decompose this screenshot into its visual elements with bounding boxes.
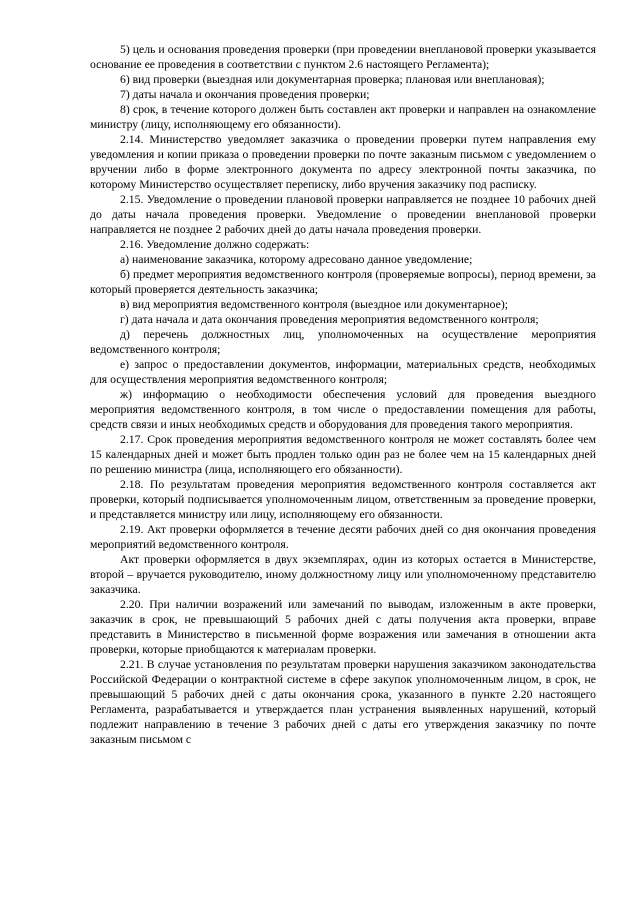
paragraph-2-18: 2.18. По результатам проведения мероприятия ведомственного контроля составляется акт проверки, который подписывается уполномоченным лицом, ответственным за проведение проверки, и представляется министру или лицу, исполняющему его обязанности. — [90, 478, 596, 521]
paragraph-2-16: 2.16. Уведомление должно содержать: — [120, 238, 310, 251]
paragraph-2-19: 2.19. Акт проверки оформляется в течение десяти рабочих дней со дня окончания проведения мероприятий ведомственного контроля. — [90, 523, 596, 551]
paragraph-item-e: е) запрос о предоставлении документов, информации, материальных средств, необходимых для осуществления мероприятия ведомственного контроля; — [90, 358, 596, 386]
paragraph-item-6: 6) вид проверки (выездная или документарная проверка; плановая или внеплановая); — [120, 73, 545, 86]
paragraph-item-5: 5) цель и основания проведения проверки (при проведении внеплановой проверки указывается основание ее проведения в соответствии с пунктом 2.6 настоящего Регламента); — [90, 43, 596, 71]
paragraph-2-14: 2.14. Министерство уведомляет заказчика о проведении проверки путем направления ему уведомления и копии приказа о проведении проверки по почте заказным письмом с уведомлением о вручении либо в форме электронного документа по адресу электронной почты заказчика, по которому Министерство осуществляет переписку, либо вручения заказчику под расписку. — [90, 133, 596, 191]
paragraph-item-zh: ж) информацию о необходимости обеспечения условий для проведения выездного мероприятия ведомственного контроля, в том числе о предоставлении помещения для работы, средств связи и иных необходимых средств и оборудования для проведения такого мероприятия. — [90, 388, 596, 431]
paragraph-2-21: 2.21. В случае установления по результатам проверки нарушения заказчиком законодательства Российской Федерации о контрактной системе в сфере закупок уполномоченным лицом, в срок, не превышающий 5 рабочих дней с даты окончания срока, указанного в пункте 2.20 настоящего Регламента, разрабатывается и утверждается план устранения выявленных нарушений, который подлежит направлению в течение 3 рабочих дней с даты его утверждения заказчику по почте заказным письмом с — [90, 658, 596, 746]
paragraph-item-a: а) наименование заказчика, которому адресовано данное уведомление; — [120, 253, 473, 266]
paragraph-item-g: г) дата начала и дата окончания проведения мероприятия ведомственного контроля; — [120, 313, 539, 326]
paragraph-2-17: 2.17. Срок проведения мероприятия ведомственного контроля не может составлять более чем 15 календарных дней и может быть продлен только один раз не более чем на 15 календарных дней по решению министра (лица, исполняющего его обязанности). — [90, 433, 596, 476]
paragraph-item-7: 7) даты начала и окончания проведения проверки; — [120, 88, 370, 101]
paragraph-item-8: 8) срок, в течение которого должен быть составлен акт проверки и направлен на ознакомление министру (лицу, исполняющему его обязанности). — [90, 103, 596, 131]
document-body — [90, 42, 596, 747]
paragraph-act-copies: Акт проверки оформляется в двух экземплярах, один из которых остается в Министерстве, второй – вручается руководителю, иному должностному лицу или уполномоченному представителю заказчика. — [90, 553, 596, 596]
paragraph-item-b: б) предмет мероприятия ведомственного контроля (проверяемые вопросы), период времени, за который проверяется деятельность заказчика; — [90, 268, 596, 296]
paragraph-2-20: 2.20. При наличии возражений или замечаний по выводам, изложенным в акте проверки, заказчик в срок, не превышающий 5 рабочих дней с даты получения акта проверки, вправе представить в Министерство в письменной форме возражения или замечания в отношении акта проверки, которые приобщаются к материалам проверки. — [90, 598, 596, 656]
paragraph-item-v: в) вид мероприятия ведомственного контроля (выездное или документарное); — [120, 298, 508, 311]
paragraph-2-15: 2.15. Уведомление о проведении плановой проверки направляется не позднее 10 рабочих дней до даты начала проведения проверки. Уведомление о проведении внеплановой проверки направляется не позднее 2 рабочих дней до даты начала проведения проверки. — [90, 193, 596, 236]
paragraph-item-d: д) перечень должностных лиц, уполномоченных на осуществление мероприятия ведомственного контроля; — [90, 328, 596, 356]
